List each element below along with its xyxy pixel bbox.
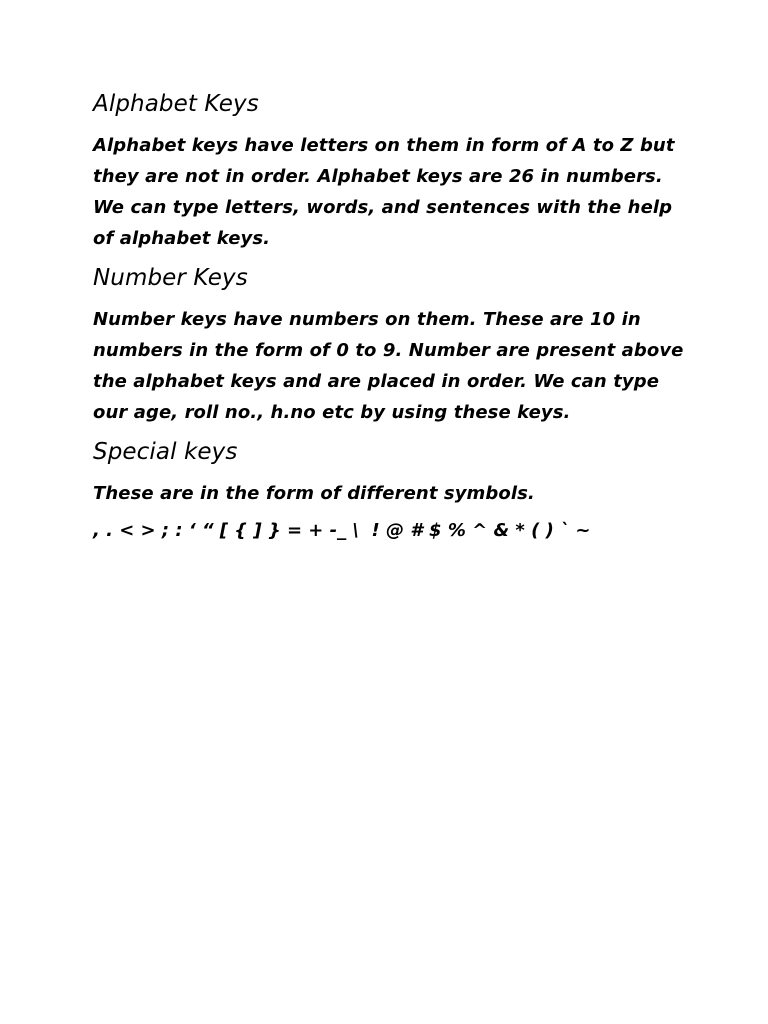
section-number-keys	[93, 262, 693, 428]
heading-number-keys: Number Keys	[93, 265, 248, 291]
heading-alphabet-keys: Alphabet Keys	[93, 91, 259, 117]
section-special-keys	[93, 436, 693, 545]
paragraph-special-keys: These are in the form of different symbols.	[93, 483, 535, 504]
paragraph-alphabet-keys: Alphabet keys have letters on them in form of A to Z but they are not in order. Alphabet keys are 26 in numbers. We can type letters, words, and sentences with the help of alphabet keys.	[93, 135, 675, 249]
section-alphabet-keys	[93, 88, 693, 254]
special-symbols-line: , . < > ; : ‘ “ [ { ] } = + -_ \ ! @ # $ % ^ & * ( ) ` ~	[93, 520, 591, 541]
document-page	[93, 88, 693, 545]
paragraph-number-keys: Number keys have numbers on them. These are 10 in numbers in the form of 0 to 9. Number are present above the alphabet keys and are placed in order. We can type our age, roll no., h.no etc by using these keys.	[93, 309, 684, 423]
heading-special-keys: Special keys	[93, 439, 238, 465]
